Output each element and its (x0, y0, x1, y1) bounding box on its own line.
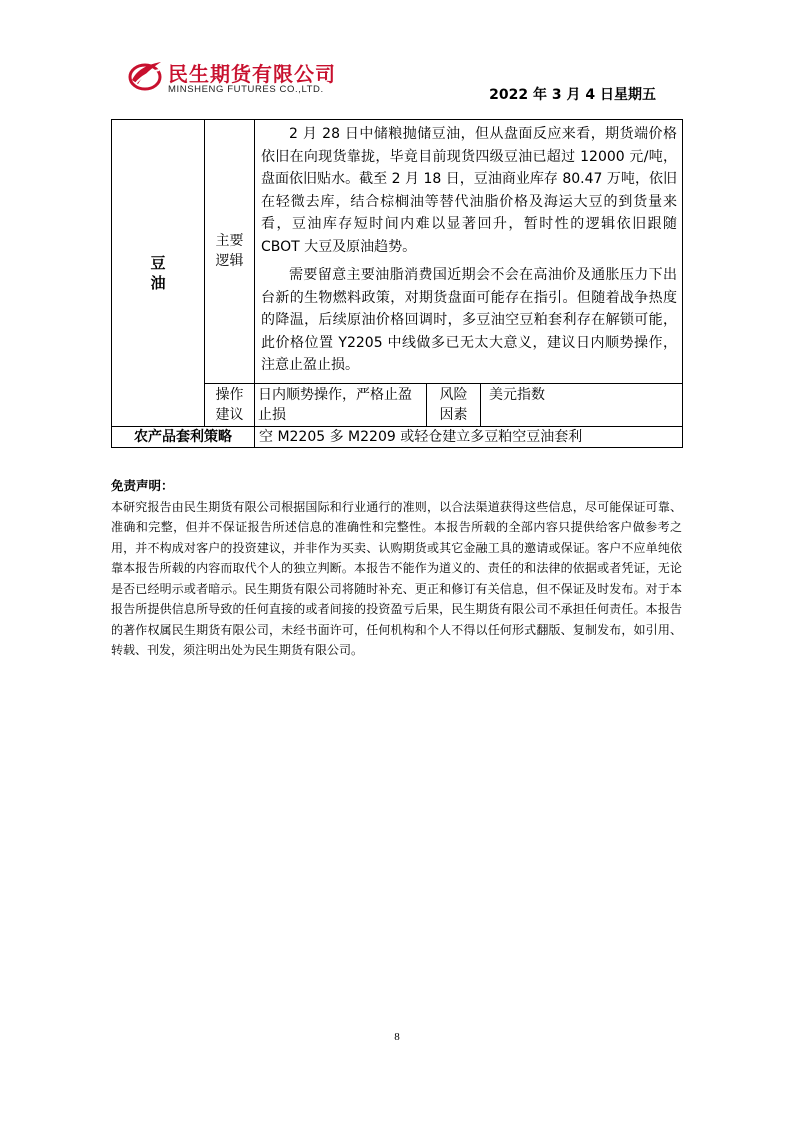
risk-label-cell (427, 383, 481, 426)
op-label: 操作建议 (215, 386, 244, 423)
risk-label: 风险因素 (439, 386, 468, 423)
arb-value: 空 M2205 多 M2209 或轻仓建立多豆粕空豆油套利 (255, 426, 683, 447)
logic-label: 主要逻辑 (215, 233, 244, 270)
logo-english-name: MINSHENG FUTURES CO.,LTD. (168, 84, 324, 95)
minsheng-logo-icon (128, 58, 162, 92)
report-date: 2022 年 3 月 4 日星期五 (489, 87, 656, 103)
category-label: 豆油 (150, 253, 166, 292)
category-cell (112, 120, 205, 427)
strategy-table (111, 119, 683, 448)
arbitrage-row (112, 426, 683, 447)
arb-label: 农产品套利策略 (112, 426, 255, 447)
op-value: 日内顺势操作，严格止盈止损 (255, 383, 427, 426)
logic-label-cell (205, 120, 255, 384)
disclaimer-title: 免责声明： (111, 478, 174, 493)
risk-value: 美元指数 (481, 383, 683, 426)
page-number: 8 (394, 1031, 400, 1043)
logo-chinese-name: 民生期货有限公司 (168, 62, 336, 86)
logic-row (112, 120, 683, 384)
company-logo (128, 56, 368, 100)
disclaimer-body: 本研究报告由民生期货有限公司根据国际和行业通行的准则，以合法渠道获得这些信息，尽可能保证可靠、准确和完整，但并不保证报告所述信息的准确性和完整性。本报告所载的全部内容只提供给客户做参考之用，并不构成对客户的投资建议，并非作为买卖、认购期货或其它金融工具的邀请或保证。客户不应单纯依靠本报告所载的内容而取代个人的独立判断。本报告不能作为道义的、责任的和法律的依据或者凭证，无论是否已经明示或者暗示。民生期货有限公司将随时补充、更正和修订有关信息，但不保证及时发布。对于本报告所提供信息所导致的任何直接的或者间接的投资盈亏后果，民生期货有限公司不承担任何责任。本报告的著作权属民生期货有限公司，未经书面许可，任何机构和个人不得以任何形式翻版、复制发布，如引用、转载、刊发，须注明出处为民生期货有限公司。 (111, 499, 682, 657)
logic-paragraph: 2 月 28 日中储粮抛储豆油，但从盘面反应来看，期货端价格依旧在向现货靠拢，毕竟目前现货四级豆油已超过 12000 元/吨，盘面依旧贴水。截至 2 月 18 日，豆油商业库存 80.47 万吨，依旧在轻微去库，结合棕榈油等替代油脂价格及海运大豆的到货量来看，豆油库存短时间内难以显著回升，暂时性的逻辑依旧跟随 CBOT 大豆及原油趋势。 (261, 126, 677, 255)
logic-paragraph: 需要留意主要油脂消费国近期会不会在高油价及通胀压力下出台新的生物燃料政策，对期货盘面可能存在指引。但随着战争热度的降温，后续原油价格回调时，多豆油空豆粕套利存在解锁可能，此价格位置 Y2205 中线做多已无太大意义，建议日内顺势操作，注意止盈止损。 (261, 267, 677, 373)
op-label-cell (205, 383, 255, 426)
logic-content-cell (255, 120, 683, 384)
disclaimer-section (111, 476, 682, 661)
